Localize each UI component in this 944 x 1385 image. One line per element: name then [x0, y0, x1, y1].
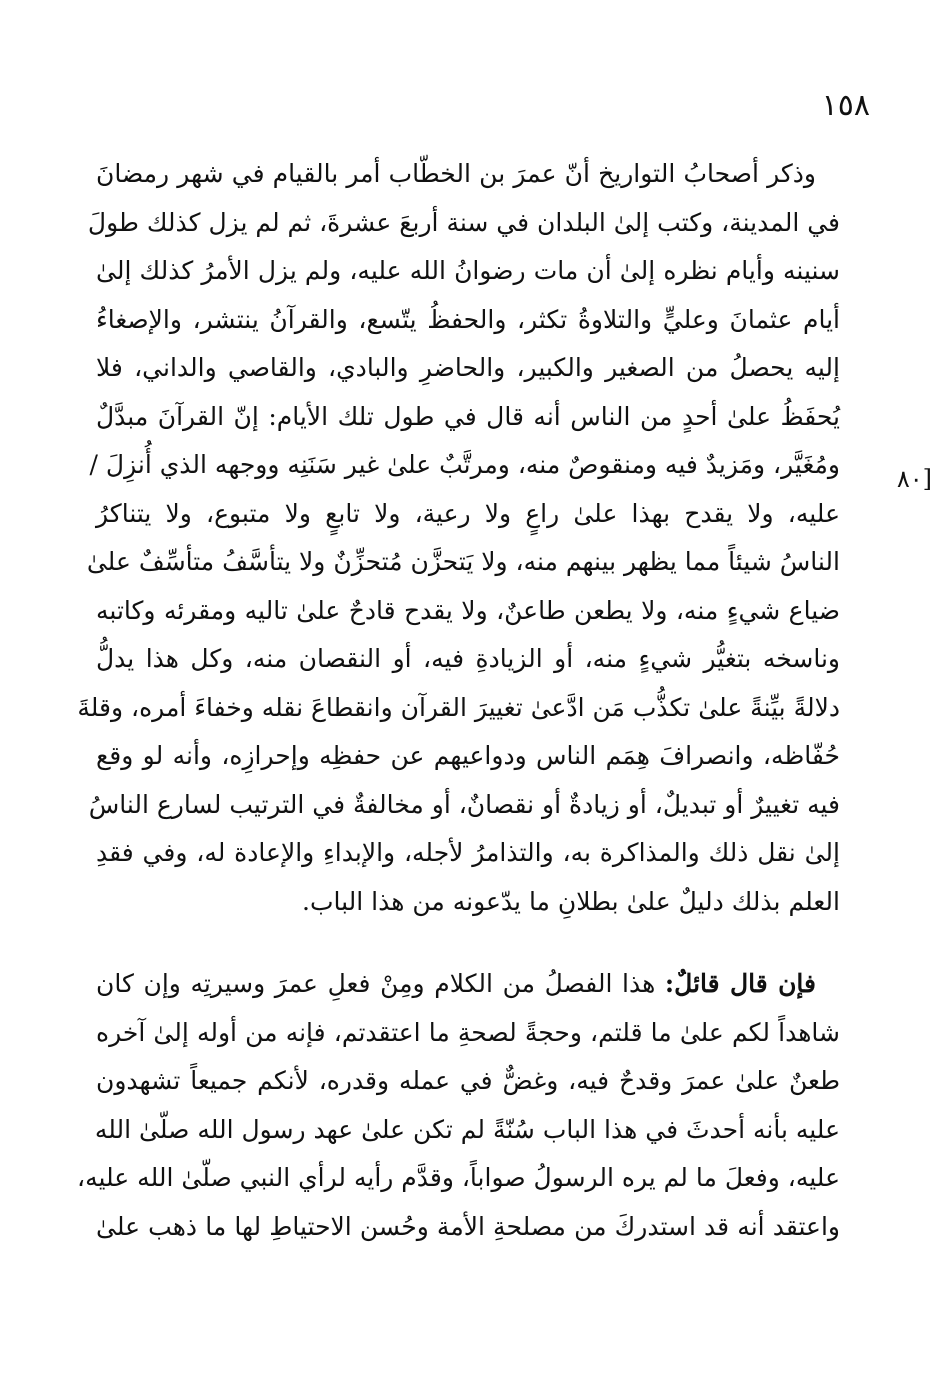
text-line: طعنٌ علىٰ عمرَ وقدحٌ فيه، وغضٌّ في عمله وقدره، لأنكم جميعاً تشهدون: [96, 1066, 840, 1095]
text-line: عليه، وفعلَ ما لم يره الرسولُ صواباً، وقدَّم رأيه لرأي النبي صلّىٰ الله عليه،: [77, 1163, 840, 1192]
page-number: ١٥٨: [821, 88, 870, 123]
text-line: وذكر أصحابُ التواريخ أنّ عمرَ بن الخطّاب أمر بالقيام في شهر رمضانَ: [96, 159, 816, 188]
margin-folio-note: [٨٠: [896, 465, 932, 493]
text-line: عليه، ولا يقدح بهذا علىٰ راعٍ ولا رعية، ولا تابعٍ ولا متبوع، ولا يتناكرُ: [96, 498, 840, 528]
text-line: واعتقد أنه قد استدركَ من مصلحةِ الأمة وحُسن الاحتياطِ لها ما ذهب علىٰ: [96, 1211, 840, 1241]
text-line: إلىٰ نقل ذلك والمذاكرة به، والتذامرُ لأجله، والإبداءِ والإعادة له، وفي فقدِ: [96, 838, 840, 867]
text-line: فإن قال قائلٌ: هذا الفصلُ من الكلام ومِنْ فعلِ عمرَ وسيرتِه وإن كان: [96, 969, 816, 998]
paragraph-2: [77, 960, 840, 1251]
text-line: شاهداً لكم علىٰ ما قلتم، وحجةً لصحةِ ما اعتقدتم، فإنه من أوله إلىٰ آخره: [96, 1017, 840, 1047]
text-line: حُفّاظه، وانصرافَ هِمَم الناس ودواعيهم عن حفظِه وإحرازِه، وأنه لو وقع: [96, 741, 840, 770]
text-line: أيام عثمانَ وعليٍّ والتلاوةُ تكثر، والحفظُ يتّسع، والقرآنُ ينتشر، والإصغاءُ: [96, 304, 840, 334]
text-line: فيه تغييرٌ أو تبديلٌ، أو زيادةٌ أو نقصانٌ، أو مخالفةٌ في الترتيب لسارع الناسُ: [88, 789, 840, 819]
paragraph-1: [77, 150, 840, 926]
paragraph-lead: فإن قال قائلٌ:: [664, 969, 816, 998]
text-line: سنينه وأيام نظره إلىٰ أن مات رضوانُ الله عليه، ولم يزل الأمرُ كذلك إلىٰ: [96, 256, 840, 285]
text-line: ضياع شيءٍ منه، ولا يطعن طاعنٌ، ولا يقدح قادحٌ علىٰ تاليه ومقرئه وكاتبه: [96, 595, 840, 625]
text-line: الناسُ شيئاً مما يظهر بينهم منه، ولا يَتحزَّن مُتحزِّنٌ ولا يتأسَّفُ متأسِّفٌ علىٰ: [86, 547, 840, 576]
text-line: العلم بذلك دليلٌ علىٰ بطلانِ ما يدّعونه من هذا الباب.: [302, 886, 840, 916]
text-line: في المدينة، وكتب إلىٰ البلدان في سنة أربعَ عشرةَ، ثم لم يزل كذلك طولَ: [87, 207, 840, 237]
text-line: دلالةً بيِّنةً علىٰ تكذُّب مَن ادَّعىٰ تغييرَ القرآن وانقطاعَ نقله وخفاءَ أمره، وقلةَ: [77, 692, 840, 722]
text-line: ومُغَيَّر، ومَزيدٌ فيه ومنقوصٌ منه، ومرتَّبٌ علىٰ غير سَنَنِه ووجهه الذي أُنزِلَ /: [89, 450, 840, 479]
text-line: عليه بأنه أحدثَ في هذا الباب سُنّةً لم تكن علىٰ عهد رسول الله صلّىٰ الله: [94, 1114, 840, 1144]
text-line: إليه يحصلُ من الصغير والكبير، والحاضرِ والبادي، والقاصي والداني، فلا: [96, 353, 840, 382]
text-line: يُحفَظُ علىٰ أحدٍ من الناس أنه قال في طول تلك الأيام: إنّ القرآنَ مبدَّلٌ: [96, 401, 840, 431]
text-line: وناسخه بتغيُّر شيءٍ منه، أو الزيادةِ فيه، أو النقصان منه، وكل هذا يدلُّ: [96, 644, 840, 673]
